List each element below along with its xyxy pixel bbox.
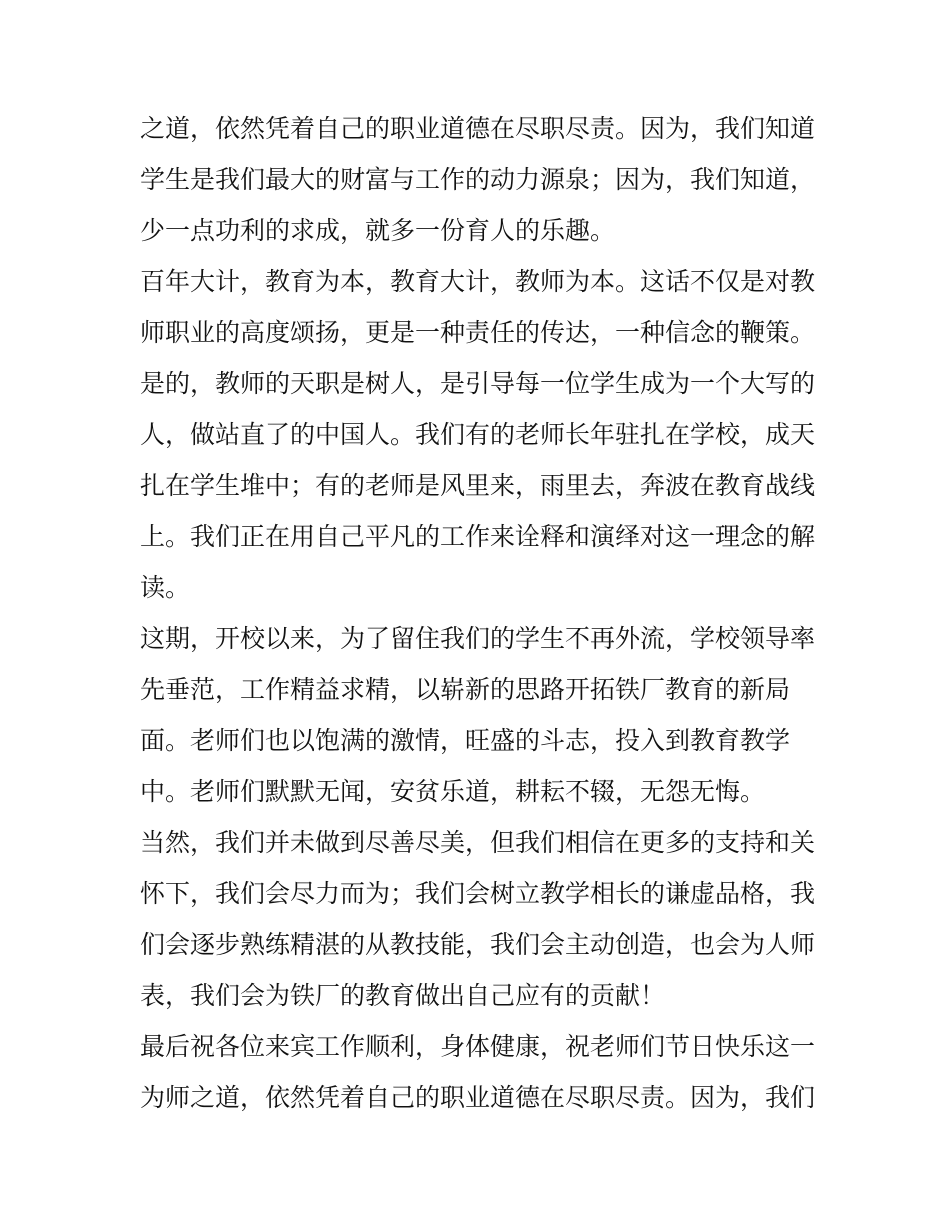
document-body — [140, 103, 820, 1123]
text-line: 最后祝各位来宾工作顺利，身体健康，祝老师们节日快乐这一 — [140, 1032, 816, 1061]
text-line: 先垂范，工作精益求精，以崭新的思路开拓铁厂教育的新局 — [140, 675, 791, 704]
text-line: 们会逐步熟练精湛的从教技能，我们会主动创造，也会为人师 — [140, 930, 816, 959]
text-line: 师职业的高度颂扬，更是一种责任的传达，一种信念的鞭策。 — [140, 318, 816, 347]
text-line: 中。老师们默默无闻，安贫乐道，耕耘不辍，无怨无悔。 — [140, 777, 766, 806]
text-line: 这期，开校以来，为了留住我们的学生不再外流，学校领导率 — [140, 624, 816, 653]
text-line: 怀下，我们会尽力而为；我们会树立教学相长的谦虚品格，我 — [140, 879, 816, 908]
text-line: 之道，依然凭着自己的职业道德在尽职尽责。因为，我们知道 — [140, 114, 816, 143]
text-line: 为师之道，依然凭着自己的职业道德在尽职尽责。因为，我们 — [140, 1083, 816, 1112]
text-line: 是的，教师的天职是树人，是引导每一位学生成为一个大写的 — [140, 369, 816, 398]
text-line: 当然，我们并未做到尽善尽美，但我们相信在更多的支持和关 — [140, 828, 816, 857]
text-line: 百年大计，教育为本，教育大计，教师为本。这话不仅是对教 — [140, 267, 816, 296]
text-line: 少一点功利的求成，就多一份育人的乐趣。 — [140, 216, 616, 245]
text-line: 表，我们会为铁厂的教育做出自己应有的贡献！ — [140, 981, 666, 1010]
text-line: 上。我们正在用自己平凡的工作来诠释和演绎对这一理念的解 — [140, 522, 816, 551]
text-line: 面。老师们也以饱满的激情，旺盛的斗志，投入到教育教学 — [140, 726, 791, 755]
text-line: 人，做站直了的中国人。我们有的老师长年驻扎在学校，成天 — [140, 420, 816, 449]
text-line: 学生是我们最大的财富与工作的动力源泉；因为，我们知道， — [140, 165, 816, 194]
text-line: 读。 — [140, 573, 191, 602]
text-line: 扎在学生堆中；有的老师是风里来，雨里去，奔波在教育战线 — [140, 471, 816, 500]
